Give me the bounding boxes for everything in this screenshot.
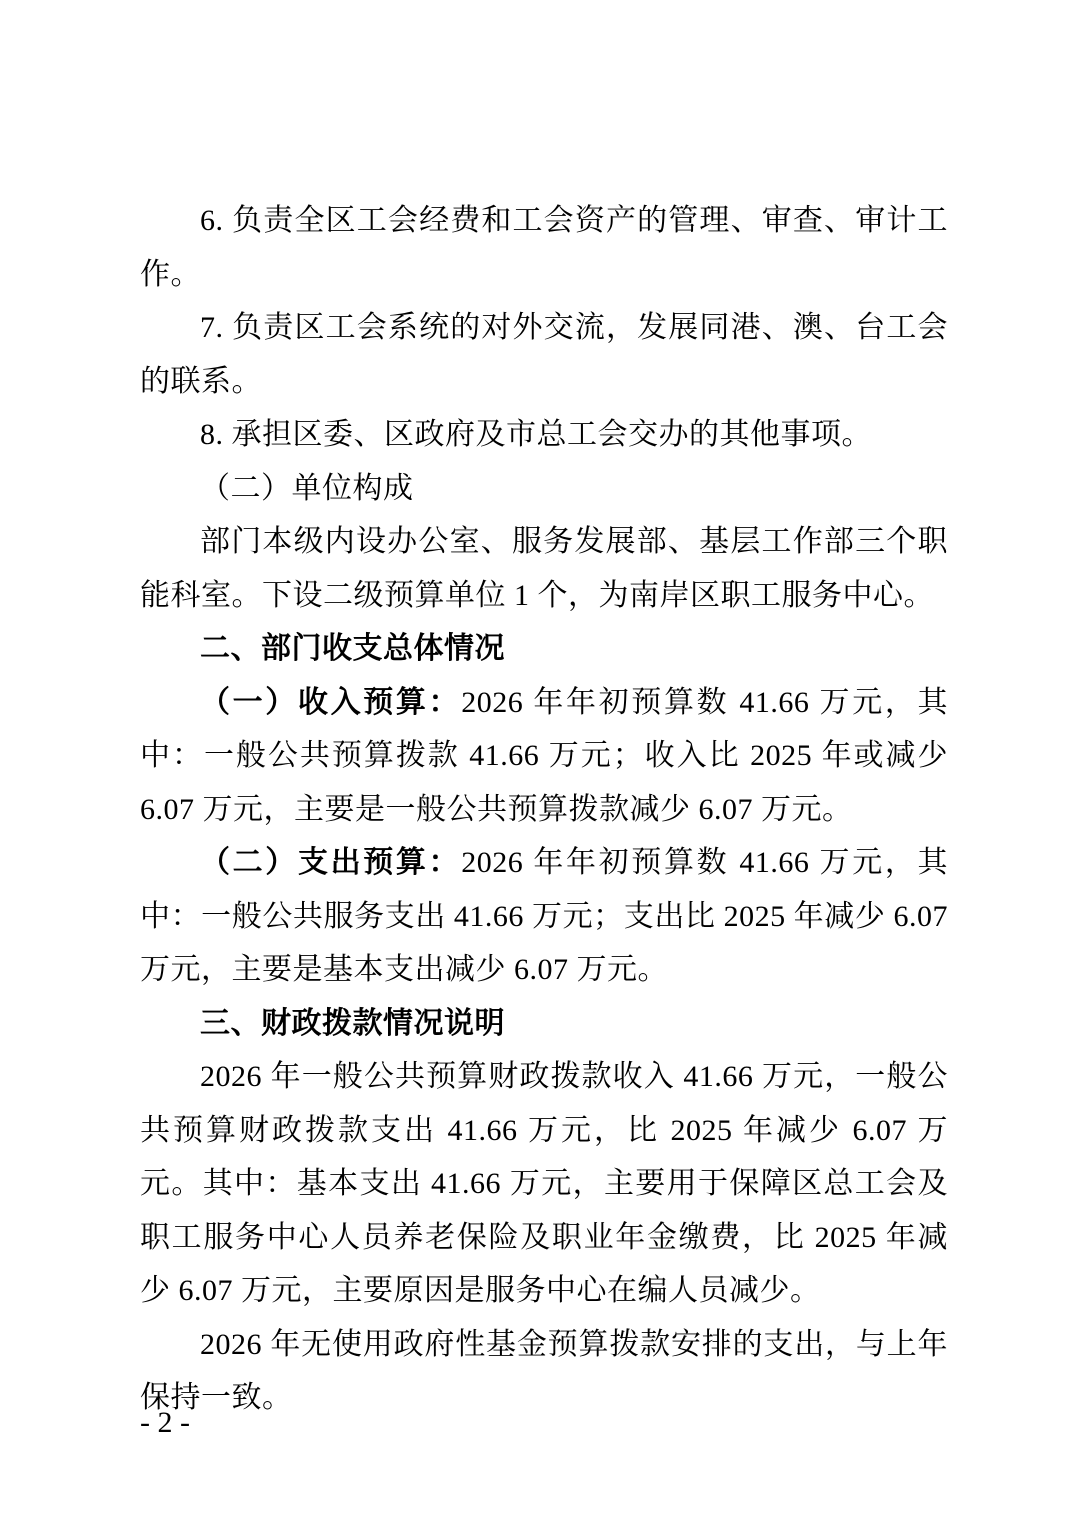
subheading-unit-composition: （二）单位构成 <box>200 471 414 505</box>
income-budget-text: 2026 年年初预算数 41.66 万元，其中：一般公共预算拨款 41.66 万元；收入比 2025 年或减少 6.07 万元，主要是一般公共预算拨款减少 6.07 万元。 <box>140 685 949 826</box>
expenditure-budget-text: 2026 年年初预算数 41.66 万元，其中：一般公共服务支出 41.66 万元；支出比 2025 年减少 6.07 万元，主要是基本支出减少 6.07 万元。 <box>140 846 949 986</box>
income-budget-label: （一）收入预算： <box>200 685 462 719</box>
document-body <box>140 194 948 1425</box>
paragraph-duty-6: 6. 负责全区工会经费和工会资产的管理、审查、审计工作。 <box>140 204 948 291</box>
page-number: - 2 - <box>140 1406 190 1439</box>
heading-section-3-fiscal-appropriation: 三、财政拨款情况说明 <box>200 1006 505 1040</box>
heading-section-2-revenue-expenditure-overview: 二、部门收支总体情况 <box>200 632 505 665</box>
paragraph-duty-8: 8. 承担区委、区政府及市总工会交办的其他事项。 <box>200 418 872 451</box>
paragraph-unit-composition: 部门本级内设办公室、服务发展部、基层工作部三个职能科室。下设二级预算单位 1 个，为南岸区职工服务中心。 <box>140 525 948 612</box>
paragraph-duty-7: 7. 负责区工会系统的对外交流，发展同港、澳、台工会的联系。 <box>140 311 948 398</box>
paragraph-income-budget <box>140 676 948 837</box>
paragraph-fiscal-appropriation-detail: 2026 年一般公共预算财政拨款收入 41.66 万元，一般公共预算财政拨款支出 41.66 万元，比 2025 年减少 6.07 万元。其中：基本支出 41.66 万元，主要用于保障区总工会及职工服务中心人员养老保险及职业年金缴费，比 2025 年减少 6.07 万元，主要原因是服务中心在编人员减少。 <box>140 1060 948 1307</box>
paragraph-expenditure-budget <box>140 836 948 997</box>
paragraph-government-fund-note: 2026 年无使用政府性基金预算拨款安排的支出，与上年保持一致。 <box>140 1327 948 1414</box>
expenditure-budget-label: （二）支出预算： <box>200 846 462 879</box>
